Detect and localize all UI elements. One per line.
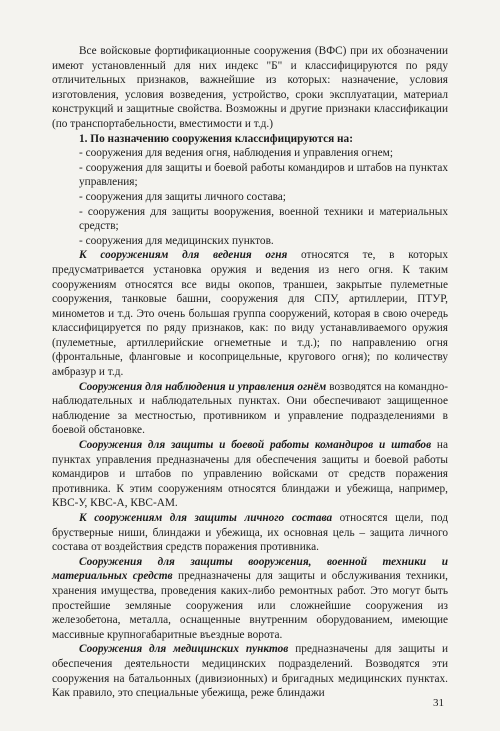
section-text: на пунктах управления предназначены для обеспечения защиты и боевой работы командиров и штабов по управлению войсками от средств поражения противника. К этим сооружениям относятся блиндажи и убежища, например, КВС-У, КВС-А, КВС-АМ. (52, 439, 448, 510)
section-term: Сооружения для защиты и боевой работы командиров и штабов (79, 439, 432, 452)
section-term: Сооружения для защиты вооружения, военной техники и материальных средств (52, 555, 448, 583)
section-text: предназначены для защиты и обслуживания техники, хранения имущества, проведения каких-либо ремонтных работ. Это могут быть простейшие земляные сооружения или сложнейшие сооружения из железобетона, металла, оснащенные внутренним оборудованием, имеющие массивные крупногабаритные въездные ворота. (52, 570, 449, 641)
section-term: Сооружения для медицинских пунктов (79, 643, 289, 656)
list-item: - сооружения для защиты вооружения, военной техники и материальных средств; (79, 205, 448, 233)
list-item: - сооружения для медицинских пунктов. (79, 234, 274, 247)
list-item: - сооружения для защиты личного состава; (79, 190, 286, 203)
section-medical-structures (52, 642, 448, 700)
section-observation-structures (52, 380, 448, 438)
section-fire-structures (52, 248, 448, 379)
section-text: относятся щели, под брустверные ниши, блиндажи и убежища, их основная цель – защита личного состава от воздействия средств поражения противника. (52, 512, 448, 554)
section-text: возводятся на командно-наблюдательных и наблюдательных пунктах. Они обеспечивают защищенное наблюдение за местностью, противником и управление подразделениями в боевой обстановке. (52, 380, 448, 437)
section-text: предназначены для защиты и обеспечения деятельности медицинских подразделений. Возводятся эти сооружения на батальонных (дивизионных) и бригадных медицинских пунктах. Как правило, это специальные убежища, реже блиндажи (52, 643, 448, 700)
list-item: - сооружения для защиты и боевой работы командиров и штабов на пунктах управления; (79, 161, 448, 189)
section-term: Сооружения для наблюдения и управления огнём (79, 380, 327, 393)
classification-heading: 1. По назначению сооружения классифицируются на: (79, 132, 353, 145)
intro-paragraph: Все войсковые фортификационные сооружения (ВФС) при их обозначении имеют установленный для них индекс "Б" и классифицируются по ряду отличительных признаков, важнейшие из которых: назначение, условия изготовления, условия возведения, устройство, сроки эксплуатации, материал конструкций и защитные свойства. Возможны и другие признаки классификации (по транспортабельности, вместимости и т.д.) (52, 45, 448, 130)
page-number: 31 (433, 697, 444, 709)
section-equipment-structures (52, 555, 448, 643)
section-command-structures (52, 438, 448, 511)
section-term: К сооружениям для защиты личного состава (79, 512, 333, 524)
list-item: - сооружения для ведения огня, наблюдения и управления огнем; (79, 147, 393, 160)
section-personnel-structures (52, 511, 448, 555)
section-text: относятся те, в которых предусматривается установка оружия и ведения из него огня. К таким сооружениям относятся все виды окопов, траншеи, закрытые пулеметные сооружения, танковые башни, сооружения для СПУ, артиллерии, ПТУР, минометов и т.д. Это очень большая группа сооружений, которая в свою очередь классифицируется по ряду признаков, как: по виду устанавливаемого оружия (пулеметные, артиллерийские огнеметные и т.д.); по направлению огня (фронтальные, фланговые и косоприцельные, кругового огня); по количеству амбразур и т.д. (52, 249, 448, 379)
section-term: К сооружениям для ведения огня (79, 249, 288, 262)
